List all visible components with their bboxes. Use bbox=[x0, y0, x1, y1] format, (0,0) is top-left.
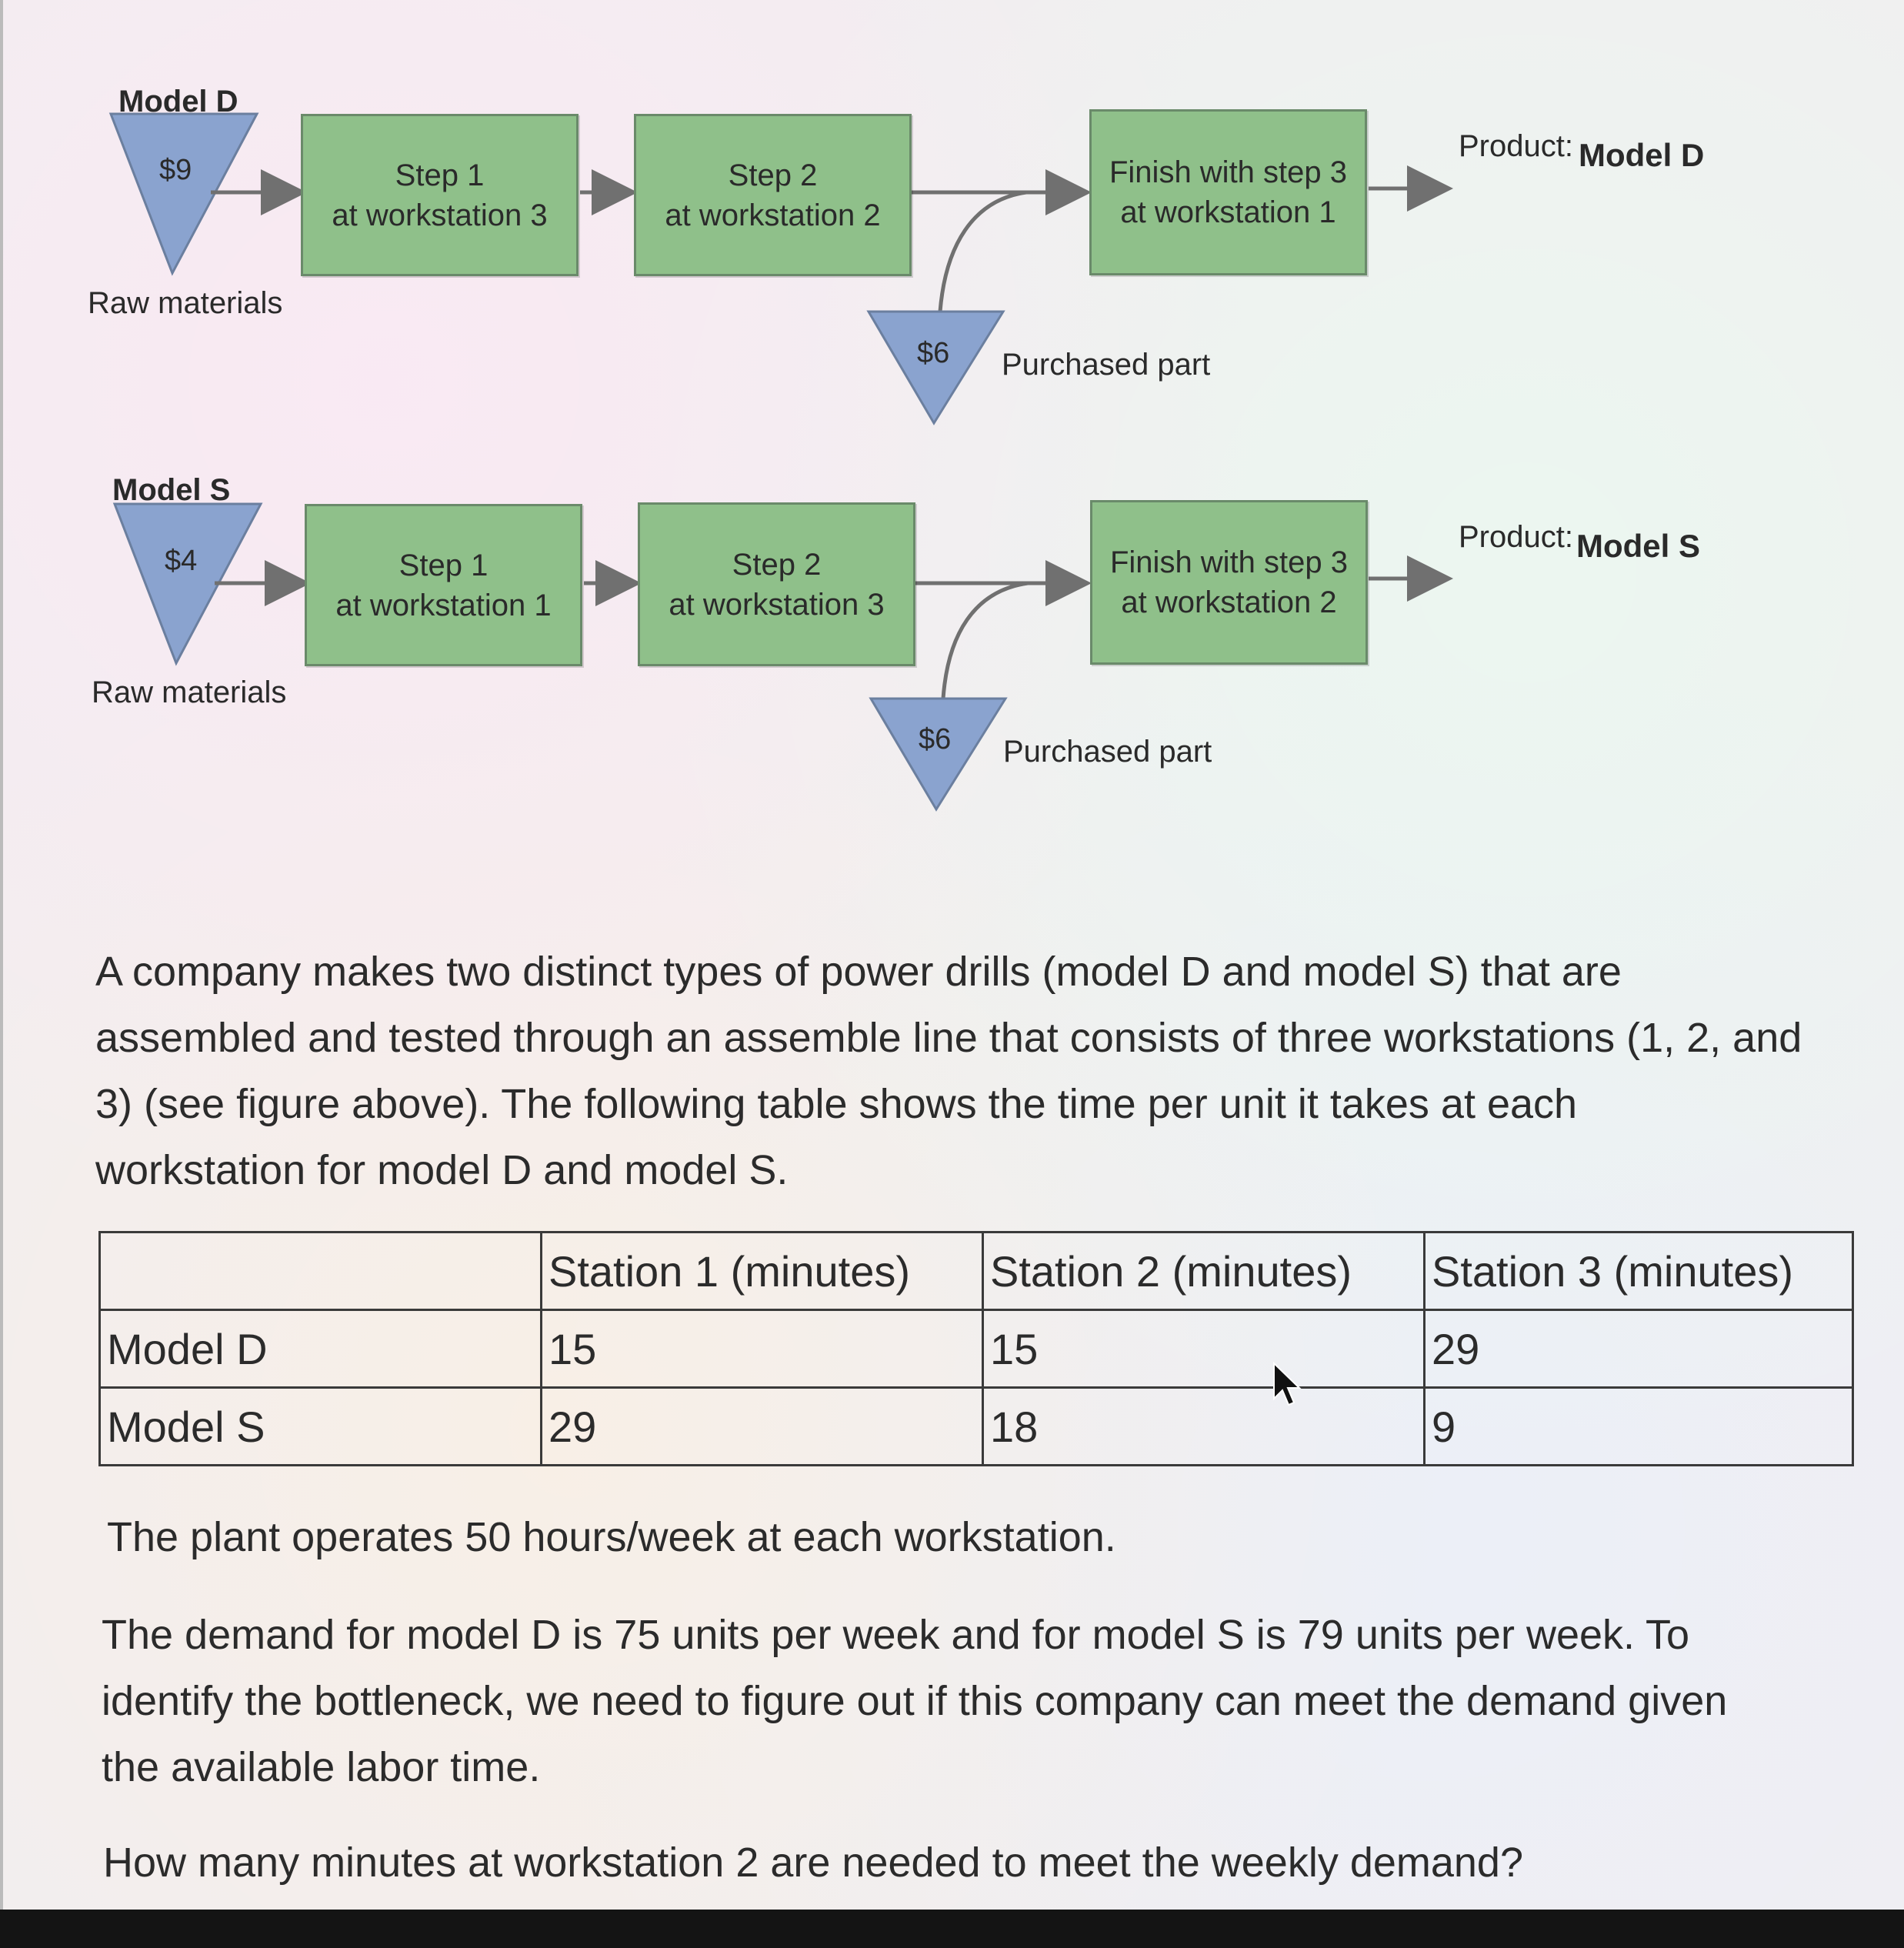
model-s-label: Model S bbox=[112, 473, 231, 507]
table-cell: 15 bbox=[983, 1310, 1425, 1388]
model-s-step3-line2: at workstation 2 bbox=[1121, 585, 1337, 619]
table-cell: 29 bbox=[1425, 1310, 1853, 1388]
model-d-step2-line1: Step 2 bbox=[728, 158, 818, 192]
model-s-part-label: Purchased part bbox=[1003, 735, 1212, 769]
model-s-step1-box bbox=[305, 504, 582, 666]
model-s-part-cost: $6 bbox=[919, 723, 952, 756]
intro-line-2: assembled and tested through an assemble line that consists of three workstations (1, 2, and bbox=[95, 1015, 1802, 1061]
table-header-cell: Station 3 (minutes) bbox=[1425, 1233, 1853, 1310]
table-cell: 15 bbox=[542, 1310, 983, 1388]
demand-line-2: identify the bottleneck, we need to figure out if this company can meet the demand given bbox=[102, 1678, 1728, 1724]
table-header-row bbox=[100, 1233, 1853, 1310]
arrow-s-part-merge bbox=[943, 583, 1028, 699]
model-d-part-label: Purchased part bbox=[1002, 348, 1211, 382]
model-d-step3-line1: Finish with step 3 bbox=[1109, 155, 1348, 189]
model-s-step2-line1: Step 2 bbox=[732, 547, 822, 582]
table-header-cell bbox=[100, 1233, 542, 1310]
model-d-part-cost: $6 bbox=[917, 337, 950, 369]
model-s-product-name: Model S bbox=[1576, 528, 1701, 564]
model-d-label: Model D bbox=[118, 85, 238, 118]
table-cell: 9 bbox=[1425, 1388, 1853, 1466]
table-header-cell: Station 1 (minutes) bbox=[542, 1233, 983, 1310]
table-cell: 18 bbox=[983, 1388, 1425, 1466]
model-d-step3-line2: at workstation 1 bbox=[1120, 195, 1336, 229]
model-d-step1-box bbox=[301, 114, 579, 276]
intro-paragraph bbox=[95, 939, 1802, 1203]
model-d-product-prefix: Product: bbox=[1459, 129, 1573, 163]
table-row bbox=[100, 1388, 1853, 1466]
model-d-step1-line1: Step 1 bbox=[395, 158, 485, 192]
question-text: How many minutes at workstation 2 are needed to meet the weekly demand? bbox=[103, 1840, 1523, 1886]
table-header-cell: Station 2 (minutes) bbox=[983, 1233, 1425, 1310]
demand-line-1: The demand for model D is 75 units per week and for model S is 79 units per week. To bbox=[102, 1612, 1690, 1658]
table-row bbox=[100, 1310, 1853, 1388]
operating-hours-text: The plant operates 50 hours/week at each workstation. bbox=[107, 1514, 1116, 1560]
model-s-step3-line1: Finish with step 3 bbox=[1109, 545, 1349, 579]
model-d-step1-line2: at workstation 3 bbox=[332, 198, 548, 232]
table-cell: Model S bbox=[100, 1388, 542, 1466]
model-d-step2-line2: at workstation 2 bbox=[665, 198, 881, 232]
model-s-step3-box bbox=[1090, 500, 1368, 665]
intro-line-1: A company makes two distinct types of power drills (model D and model S) that are bbox=[95, 949, 1622, 995]
model-s-step1-line2: at workstation 1 bbox=[335, 588, 552, 622]
demand-line-3: the available labor time. bbox=[102, 1744, 541, 1790]
process-diagram bbox=[3, 0, 1904, 846]
model-s-step1-line1: Step 1 bbox=[398, 548, 489, 582]
model-s-step2-box bbox=[638, 502, 915, 666]
model-d-step2-box bbox=[634, 114, 912, 276]
model-d-product-name: Model D bbox=[1579, 137, 1705, 173]
demand-paragraph bbox=[102, 1602, 1727, 1800]
arrow-d-part-merge bbox=[940, 192, 1026, 312]
model-s-step2-line2: at workstation 3 bbox=[669, 587, 885, 622]
station-times-table bbox=[98, 1231, 1854, 1466]
mouse-cursor-icon bbox=[1272, 1362, 1303, 1408]
model-s-raw-label: Raw materials bbox=[92, 675, 287, 709]
intro-line-4: workstation for model D and model S. bbox=[95, 1147, 789, 1193]
model-d-raw-label: Raw materials bbox=[88, 286, 283, 320]
model-d-step3-box bbox=[1089, 109, 1367, 275]
model-s-product-prefix: Product: bbox=[1459, 520, 1573, 554]
bottom-bar bbox=[0, 1910, 1904, 1948]
model-s-raw-cost: $4 bbox=[165, 545, 198, 577]
table-cell: Model D bbox=[100, 1310, 542, 1388]
model-d-raw-cost: $9 bbox=[159, 154, 192, 186]
intro-line-3: 3) (see figure above). The following table shows the time per unit it takes at each bbox=[95, 1081, 1578, 1127]
table-cell: 29 bbox=[542, 1388, 983, 1466]
